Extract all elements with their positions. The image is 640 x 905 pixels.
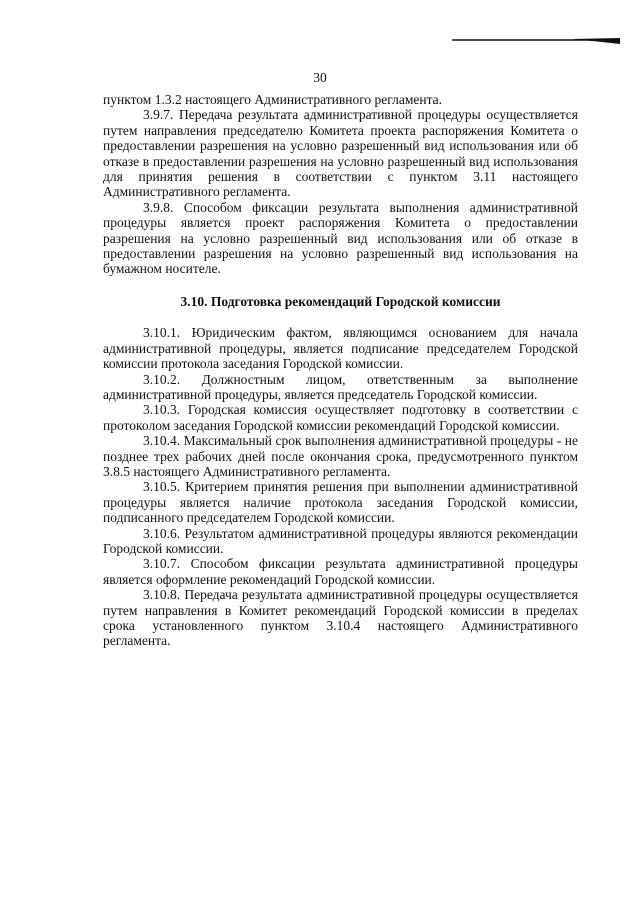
paragraph-3-10-5: 3.10.5. Критерием принятия решения при выполнении административной процедуры является наличие протокола заседания Городской комиссии, подписанного председателем Городской комиссии. [103, 479, 578, 526]
paragraph-3-10-1: 3.10.1. Юридическим фактом, являющимся основанием для начала административной процедуры, является подписание председателем Городской комиссии протокола заседания Городской комиссии. [103, 325, 578, 372]
paragraph-3-10-8: 3.10.8. Передача результата административной процедуры осуществляется путем направления в Комитет рекомендаций Городской комиссии в пределах срока установленного пунктом 3.10.4 настоящего Административного регламента. [103, 587, 578, 649]
paragraph-3-10-3: 3.10.3. Городская комиссия осуществляет подготовку в соответствии с протоколом заседания Городской комиссии рекомендаций Городской комиссии. [103, 402, 578, 433]
paragraph-3-10-4: 3.10.4. Максимальный срок выполнения административной процедуры - не позднее трех рабочих дней после окончания срока, предусмотренного пунктом 3.8.5 настоящего Административного регламента. [103, 433, 578, 479]
scan-edge-mark [452, 36, 620, 46]
paragraph-3-10-7: 3.10.7. Способом фиксации результата административной процедуры является оформление рекомендаций Городской комиссии. [103, 556, 578, 587]
section-heading: 3.10. Подготовка рекомендаций Городской комиссии [180, 293, 501, 309]
paragraph-3-10-2: 3.10.2. Должностным лицом, ответственным за выполнение административной процедуры, является председатель Городской комиссии. [103, 371, 578, 402]
paragraph-3-9-8: 3.9.8. Способом фиксации результата выполнения административной процедуры является проект распоряжения Комитета о предоставлении разрешения на условно разрешенный вид использования или об отказе в предоставлении разрешения на условно разрешенный вид использования на бумажном носителе. [103, 199, 578, 277]
paragraph-3-10-6: 3.10.6. Результатом административной процедуры являются рекомендации Городской комиссии. [103, 525, 578, 556]
paragraph-continuation: пунктом 1.3.2 настоящего Административного регламента. [103, 92, 443, 107]
paragraph-3-9-7: 3.9.7. Передача результата административной процедуры осуществляется путем направления председателю Комитета проекта распоряжения Комитета о предоставлении разрешения на условно разрешенный вид использования или об отказе в предоставлении разрешения на условно разрешенный вид использования для принятия решения в соответствии с пунктом 3.11 настоящего Административного регламента. [103, 107, 578, 200]
document-body [103, 92, 578, 649]
page-number: 30 [313, 70, 327, 85]
